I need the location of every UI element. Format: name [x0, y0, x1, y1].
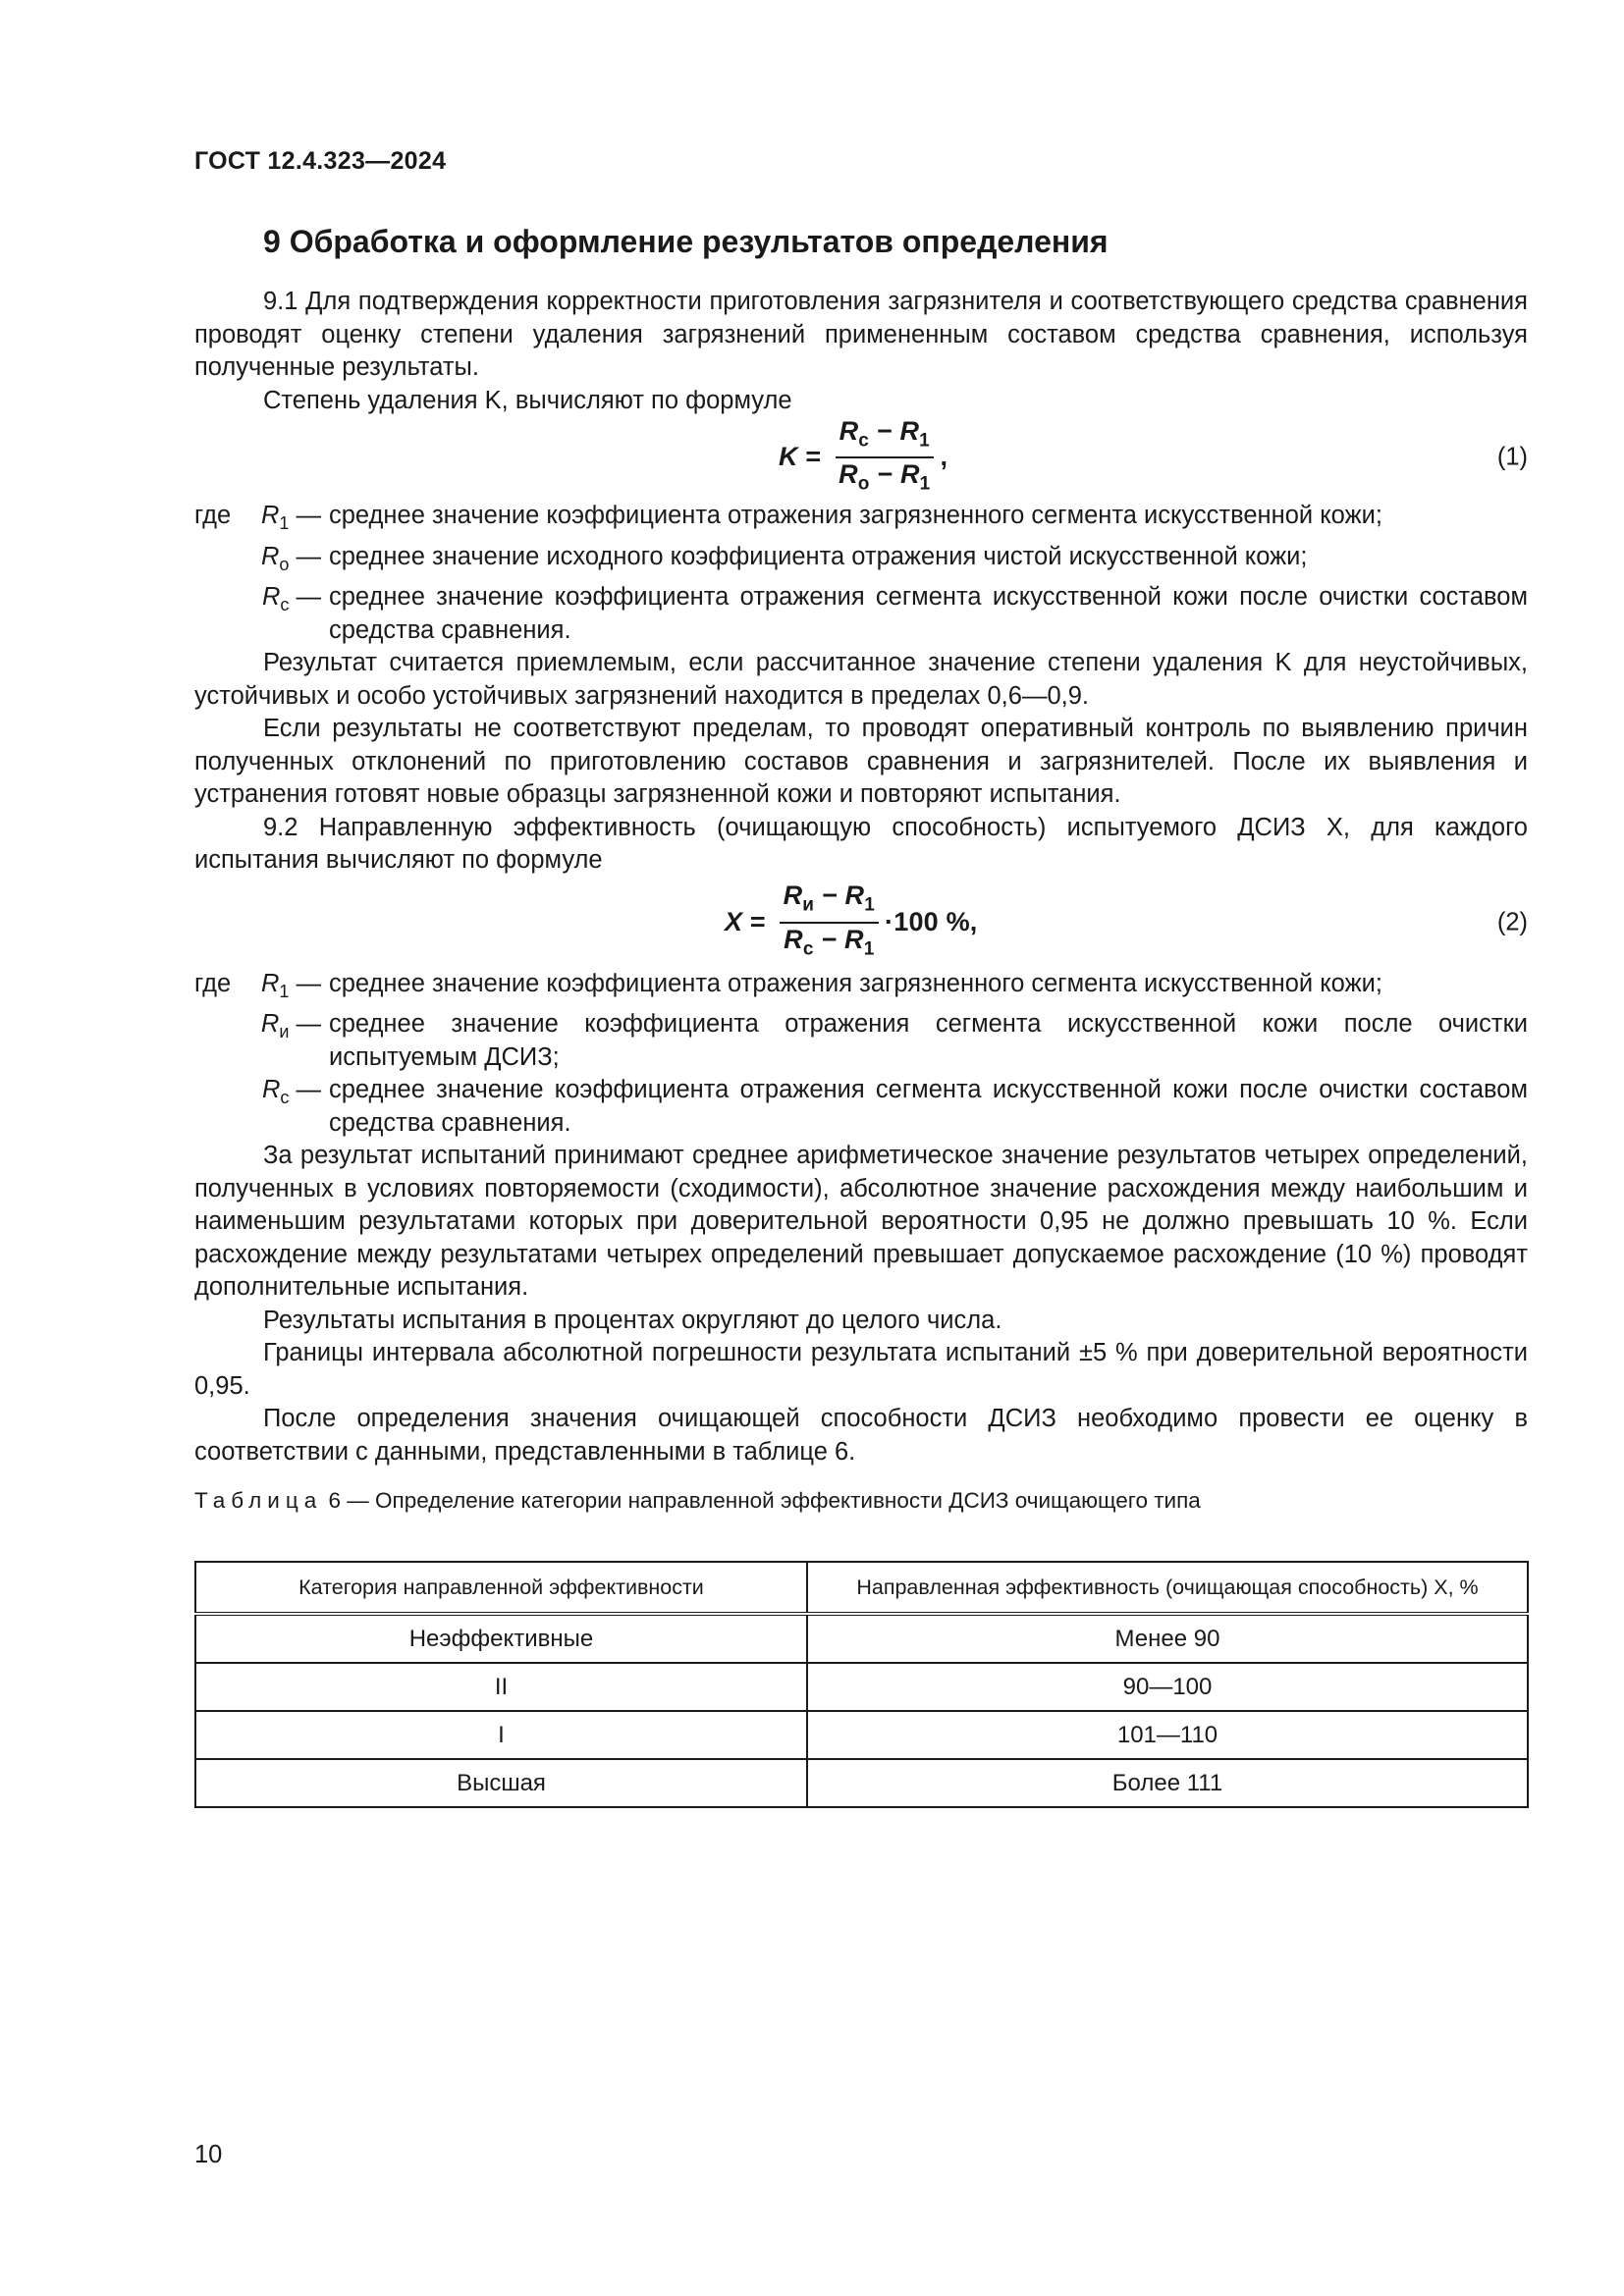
where-symbol: R [260, 542, 280, 570]
where-text: среднее значение коэффициента отражения загрязненного сегмента искусственной кожи; [329, 969, 1382, 997]
table-header-row [195, 1562, 1528, 1614]
paragraph-accept: Результат считается приемлемым, если рассчитанное значение степени удаления K для неустойчивых, устойчивых и особо устойчивых загрязнений находится в пределах 0,6—0,9. [194, 649, 1528, 710]
where-text: среднее значение исходного коэффициента отражения чистой искусственной кожи; [329, 542, 1308, 570]
document-code: ГОСТ 12.4.323—2024 [194, 147, 447, 175]
formula-2-row [194, 883, 1528, 962]
where-item: где $R_1$ — среднее значение коэффициента отражения загрязненного сегмента искусственной кожи; [194, 500, 1528, 541]
table-row [195, 1614, 1528, 1663]
where-subscript: 1 [279, 513, 290, 534]
table-cell-category: II [195, 1663, 807, 1711]
where-item: $R_o$ — среднее значение исходного коэффициента отражения чистой искусственной кожи; [194, 541, 1528, 582]
table-header-category: Категория направленной эффективности [195, 1562, 807, 1614]
where-symbol: R [261, 583, 281, 612]
where-item: $R_c$ — среднее значение коэффициента отражения сегмента искусственной кожи после очистки составом средства сравнения. [194, 1074, 1528, 1140]
table-row [195, 1759, 1528, 1807]
table-caption-text: 6 — Определение категории направленной эффективности ДСИЗ очищающего типа [328, 1488, 1201, 1514]
paragraph-control: Если результаты не соответствуют пределам, то проводят оперативный контроль по выявлению причин полученных отклонений по приготовлению составов сравнения и загрязнителей. После их выявления и устранения готовят новые образцы загрязненной кожи и повторяют испытания. [194, 715, 1528, 809]
where-text: среднее значение коэффициента отражения сегмента искусственной кожи после очистки испытуемым ДСИЗ; [329, 1010, 1528, 1071]
paragraph-degree: Степень удаления K, вычисляют по формуле [263, 386, 792, 414]
where-symbol: R [260, 969, 280, 997]
table-caption [194, 1486, 1528, 1516]
page-number: 10 [194, 2141, 223, 2168]
paragraph-result: За результат испытаний принимают среднее арифметическое значение результатов четырех определений, полученных в условиях повторяемости (сходимости), абсолютное значение расхождения между наибольшим и наименьшим результатами которых при доверительной вероятности 0,95 не должно превышать 10 %. Если расхождение между результатами четырех определений превышает допускаемое расхождение (10 %) проводят дополнительные испытания. [194, 1142, 1528, 1302]
section-title: 9 Обработка и оформление результатов определения [263, 224, 1109, 259]
table-cell-efficiency: Менее 90 [807, 1614, 1528, 1663]
where-symbol: R [261, 1076, 281, 1104]
where-subscript: c [280, 595, 290, 615]
paragraph-bounds: Границы интервала абсолютной погрешности результата испытаний ±5 % при доверительной вероятности 0,95. [194, 1339, 1528, 1400]
body-content [194, 286, 1528, 1516]
where-subscript: o [279, 554, 290, 574]
table-cell-efficiency: 90—100 [807, 1663, 1528, 1711]
table-row [195, 1711, 1528, 1759]
table-row [195, 1663, 1528, 1711]
table-cell-efficiency: 101—110 [807, 1711, 1528, 1759]
where-text: среднее значение коэффициента отражения сегмента искусственной кожи после очистки составом средства сравнения. [329, 1076, 1528, 1137]
table-cell-category: Высшая [195, 1759, 807, 1807]
where-subscript: c [280, 1088, 290, 1108]
formula-2: X = $\frac{R_и - R_1}{R_c - R_1}$ ·100 %, [725, 881, 978, 960]
where-symbol: R [260, 502, 280, 529]
where-text: среднее значение коэффициента отражения сегмента искусственной кожи после очистки составом средства сравнения. [329, 583, 1528, 644]
where-symbol: R [260, 1010, 280, 1039]
where-list-1 [194, 500, 1528, 647]
where-list-2 [194, 968, 1528, 1141]
where-prefix: где [194, 969, 232, 997]
paragraph-9-1: 9.1 Для подтверждения корректности приготовления загрязнителя и соответствующего средства сравнения проводят оценку степени удаления загрязнений примененным составом средства сравнения, используя полученные результаты. [194, 288, 1528, 381]
where-item: $R_c$ — среднее значение коэффициента отражения сегмента искусственной кожи после очистки составом средства сравнения. [194, 581, 1528, 647]
where-prefix: где [194, 502, 232, 529]
where-text: среднее значение коэффициента отражения загрязненного сегмента искусственной кожи; [329, 502, 1382, 529]
paragraph-9-2: 9.2 Направленную эффективность (очищающую способность) испытуемого ДСИЗ X, для каждого испытания вычисляют по формуле [194, 813, 1528, 875]
table-cell-category: Неэффективные [195, 1614, 807, 1663]
table-cell-category: I [195, 1711, 807, 1759]
where-item: где $R_1$ — среднее значение коэффициента отражения загрязненного сегмента искусственной кожи; [194, 968, 1528, 1009]
formula-1-row [194, 415, 1528, 495]
table-cell-efficiency: Более 111 [807, 1759, 1528, 1807]
paragraph-after: После определения значения очищающей способности ДСИЗ необходимо провести ее оценку в соответствии с данными, представленными в таблице 6. [194, 1405, 1528, 1466]
where-subscript: 1 [279, 981, 290, 1001]
table-header-efficiency: Направленная эффективность (очищающая способность) X, % [807, 1562, 1528, 1614]
formula-2-number: (2) [1496, 907, 1528, 935]
table-6 [194, 1561, 1529, 1808]
formula-1: K = $\frac{R_c - R_1}{R_o - R_1}$ , [779, 415, 948, 495]
table-caption-label: Таблица [194, 1488, 323, 1514]
where-subscript: и [279, 1022, 290, 1042]
where-item: $R_и$ — среднее значение коэффициента отражения сегмента искусственной кожи после очистки испытуемым ДСИЗ; [194, 1008, 1528, 1074]
paragraph-round: Результаты испытания в процентах округляют до целого числа. [263, 1306, 1002, 1334]
formula-1-number: (1) [1496, 443, 1528, 471]
